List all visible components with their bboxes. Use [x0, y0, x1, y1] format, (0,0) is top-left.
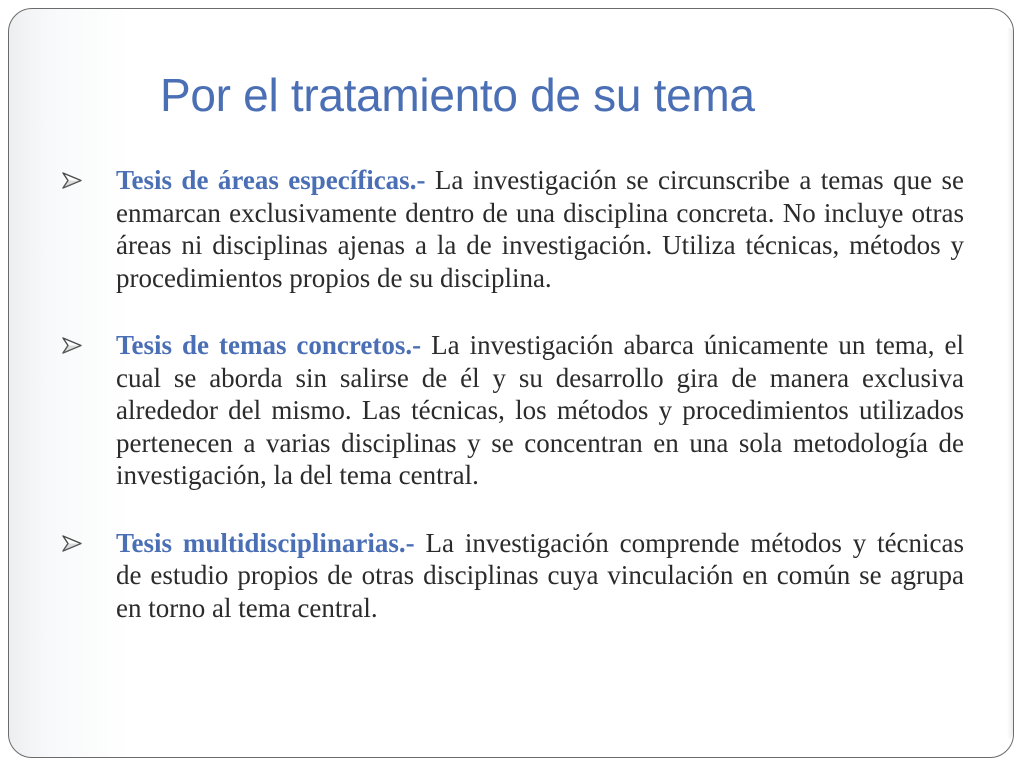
arrowhead-bullet-icon	[62, 337, 82, 354]
bullet-term: Tesis de temas concretos.-	[116, 330, 422, 360]
bullet-text: La investigación se circunscribe a temas que se enmarcan exclusivamente dentro de una disciplina concreta. No incluye otras áreas ni disciplinas ajenas a la de investigación. Utiliza técnicas, métodos y procedimientos propios de su disciplina.	[116, 165, 964, 293]
slide-title: Por el tratamiento de su tema	[160, 69, 755, 121]
bullet-term: Tesis de áreas específicas.-	[116, 165, 426, 195]
bullet-item-multidisciplinarias	[62, 527, 964, 625]
bullet-item-areas-especificas	[62, 164, 964, 294]
bullet-item-temas-concretos	[62, 329, 964, 492]
arrowhead-bullet-icon	[62, 535, 82, 552]
bullet-text: La investigación abarca únicamente un tema, el cual se aborda sin salirse de él y su desarrollo gira de manera exclusiva alrededor del mismo. Las técnicas, los métodos y procedimientos utilizados pertenecen a varias disciplinas y se concentran en una sola metodología de investigación, la del tema central.	[116, 330, 964, 490]
bullet-term: Tesis multidisciplinarias.-	[116, 527, 415, 558]
bullet-list	[62, 164, 964, 624]
arrowhead-bullet-icon	[62, 172, 82, 189]
bullet-text: La investigación comprende métodos y técnicas de estudio propios de otras disciplinas cuya vinculación en común se agrupa en torno al tema central.	[116, 527, 965, 623]
